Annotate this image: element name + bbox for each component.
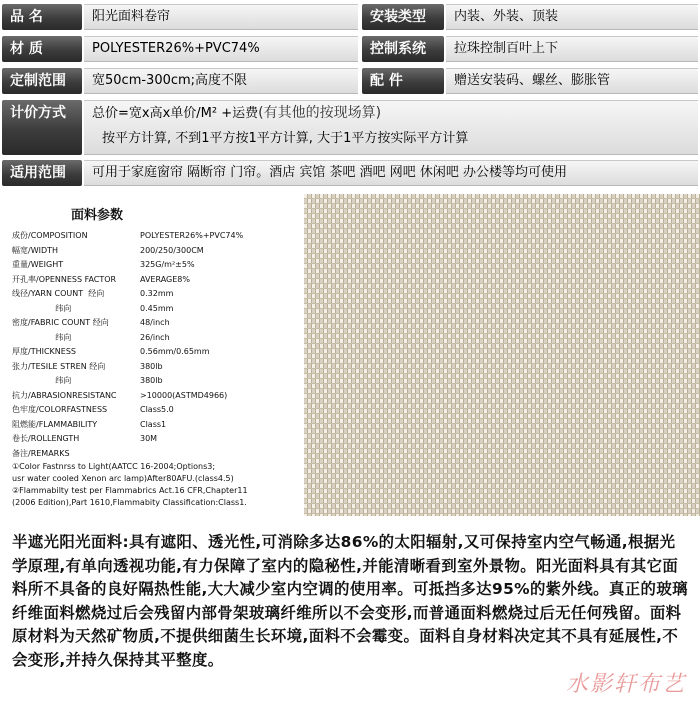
fabric-weave-pattern <box>304 194 700 516</box>
param-row <box>12 302 300 317</box>
param-key: 厚度/THICKNESS <box>12 347 76 356</box>
install-type-value: 内装、外装、顶装 <box>446 4 698 30</box>
param-row <box>12 244 300 259</box>
param-row <box>12 432 300 447</box>
param-value: 380lb <box>140 376 163 385</box>
remark-line: usr water cooled Xenon arc lamp)After80AFU.(class4.5) <box>12 474 234 483</box>
param-value: 0.56mm/0.65mm <box>140 347 210 356</box>
param-key: 备注/REMARKS <box>12 448 70 458</box>
param-key: 色牢度/COLORFASTNESS <box>12 405 108 414</box>
param-value: 200/250/300CM <box>140 245 204 255</box>
param-row <box>12 316 300 331</box>
param-value: 48/inch <box>140 318 170 327</box>
params-title: 面料参数 <box>70 208 123 223</box>
param-key: 重量/WEIGHT <box>12 260 64 269</box>
pricing-value <box>84 100 698 155</box>
product-name-value: 阳光面料卷帘 <box>84 4 358 30</box>
pricing-label: 计价方式 <box>2 100 82 155</box>
spec-row-usage <box>0 160 700 186</box>
param-key: 密度/FABRIC COUNT 经向 <box>12 318 109 327</box>
param-value: >10000(ASTMD4966) <box>140 390 228 400</box>
pricing-formula: 总价=宽x高x单价/M² +运费 <box>92 106 259 121</box>
param-key: 卷长/ROLLENGTH <box>12 434 80 443</box>
param-value: POLYESTER26%+PVC74% <box>140 231 244 240</box>
param-row <box>12 389 300 404</box>
param-row <box>12 229 300 244</box>
usage-value: 可用于家庭窗帘 隔断帘 门帘。酒店 宾馆 茶吧 酒吧 网吧 休闲吧 办公楼等均可使用 <box>84 160 698 186</box>
accessories-label: 配 件 <box>362 68 444 94</box>
control-label: 控制系统 <box>362 36 444 62</box>
param-row <box>12 258 300 273</box>
fabric-params <box>0 192 300 518</box>
param-value <box>140 447 300 462</box>
param-value: Class1 <box>140 419 167 429</box>
fabric-texture-image <box>304 194 700 516</box>
param-row <box>12 447 300 462</box>
product-name-label: 品 名 <box>2 4 82 30</box>
control-value: 拉珠控制百叶上下 <box>446 36 698 62</box>
param-value: 325G/m²±5% <box>140 260 195 269</box>
watermark: 水影轩布艺 <box>565 672 686 697</box>
remark-line: ②Flammabilty test per Flammabrics Act.16 CFR,Chapter11 <box>12 486 248 495</box>
param-key: 阻燃能/FLAMMABILITY <box>12 419 98 429</box>
pricing-rule: 按平方计算, 不到1平方按1平方计算, 大于1平方按实际平方计算 <box>102 131 469 146</box>
param-row <box>12 360 300 375</box>
install-type-label: 安装类型 <box>362 4 444 30</box>
param-row <box>12 374 300 389</box>
param-row <box>12 273 300 288</box>
remark-line: (2006 Edition),Part 1610,Flammabity Classification:Class1. <box>12 498 247 507</box>
param-remarks <box>12 461 300 509</box>
param-value: Class5.0 <box>140 405 174 414</box>
param-row <box>12 418 300 433</box>
description-block <box>0 525 700 716</box>
accessories-value: 赠送安装码、螺丝、膨胀管 <box>446 68 698 94</box>
material-value: POLYESTER26%+PVC74% <box>84 36 358 62</box>
description-text: 半遮光阳光面料:具有遮阳、透光性,可消除多达86%的太阳辐射,又可保持室内空气畅通,根据光学原理,有单向透视功能,有力保障了室内的隐秘性,并能清晰看到室外景物。阳光面料具有其它面料所不具备的良好隔热性能,大大减少室内空调的使用率。可抵挡多达95%的紫外线。真正的玻璃纤维面料燃烧过后会残留内部骨架玻璃纤维所以不会变形,而普通面料燃烧过后无任何残留。面料原材料为天然矿物质,不提供细菌生长环境,面料不会霉变。面料自身材料决定其不具有延展性,不会变形,并持久保持其平整度。 <box>12 533 688 669</box>
param-value: 26/inch <box>140 332 170 342</box>
param-row <box>12 331 300 346</box>
remark-line: ①Color Fastnrss to Light(AATCC 16-2004;Options3; <box>12 462 216 471</box>
param-key: 成份/COMPOSITION <box>12 231 88 240</box>
material-label: 材 质 <box>2 36 82 62</box>
param-key: 纬向 <box>12 332 72 342</box>
param-value: 0.45mm <box>140 303 174 313</box>
spec-row-2 <box>0 36 700 62</box>
spec-row-1 <box>0 4 700 30</box>
param-key: 线径/YARN COUNT 经向 <box>12 289 105 298</box>
param-key: 开孔率/OPENNESS FACTOR <box>12 274 117 284</box>
param-key: 抗力/ABRASIONRESISTANC <box>12 390 117 400</box>
param-value: 30M <box>140 434 158 443</box>
custom-range-value: 宽50cm-300cm;高度不限 <box>84 68 358 94</box>
spec-row-3 <box>0 68 700 94</box>
spec-table <box>0 0 700 189</box>
pricing-note: (有其他的按现场算) <box>258 105 382 121</box>
param-rows <box>12 229 300 461</box>
usage-label: 适用范围 <box>2 160 82 186</box>
param-row <box>12 287 300 302</box>
param-row <box>12 403 300 418</box>
param-value: 0.32mm <box>140 289 174 298</box>
param-key: 纬向 <box>12 376 72 385</box>
param-key: 张力/TESILE STREN 经向 <box>12 361 106 371</box>
param-row <box>12 345 300 360</box>
param-value: 380lb <box>140 361 163 371</box>
pricing-row <box>0 100 700 155</box>
custom-range-label: 定制范围 <box>2 68 82 94</box>
param-key: 纬向 <box>12 303 72 313</box>
param-value: AVERAGE8% <box>140 274 190 284</box>
param-key: 幅宽/WIDTH <box>12 245 59 255</box>
